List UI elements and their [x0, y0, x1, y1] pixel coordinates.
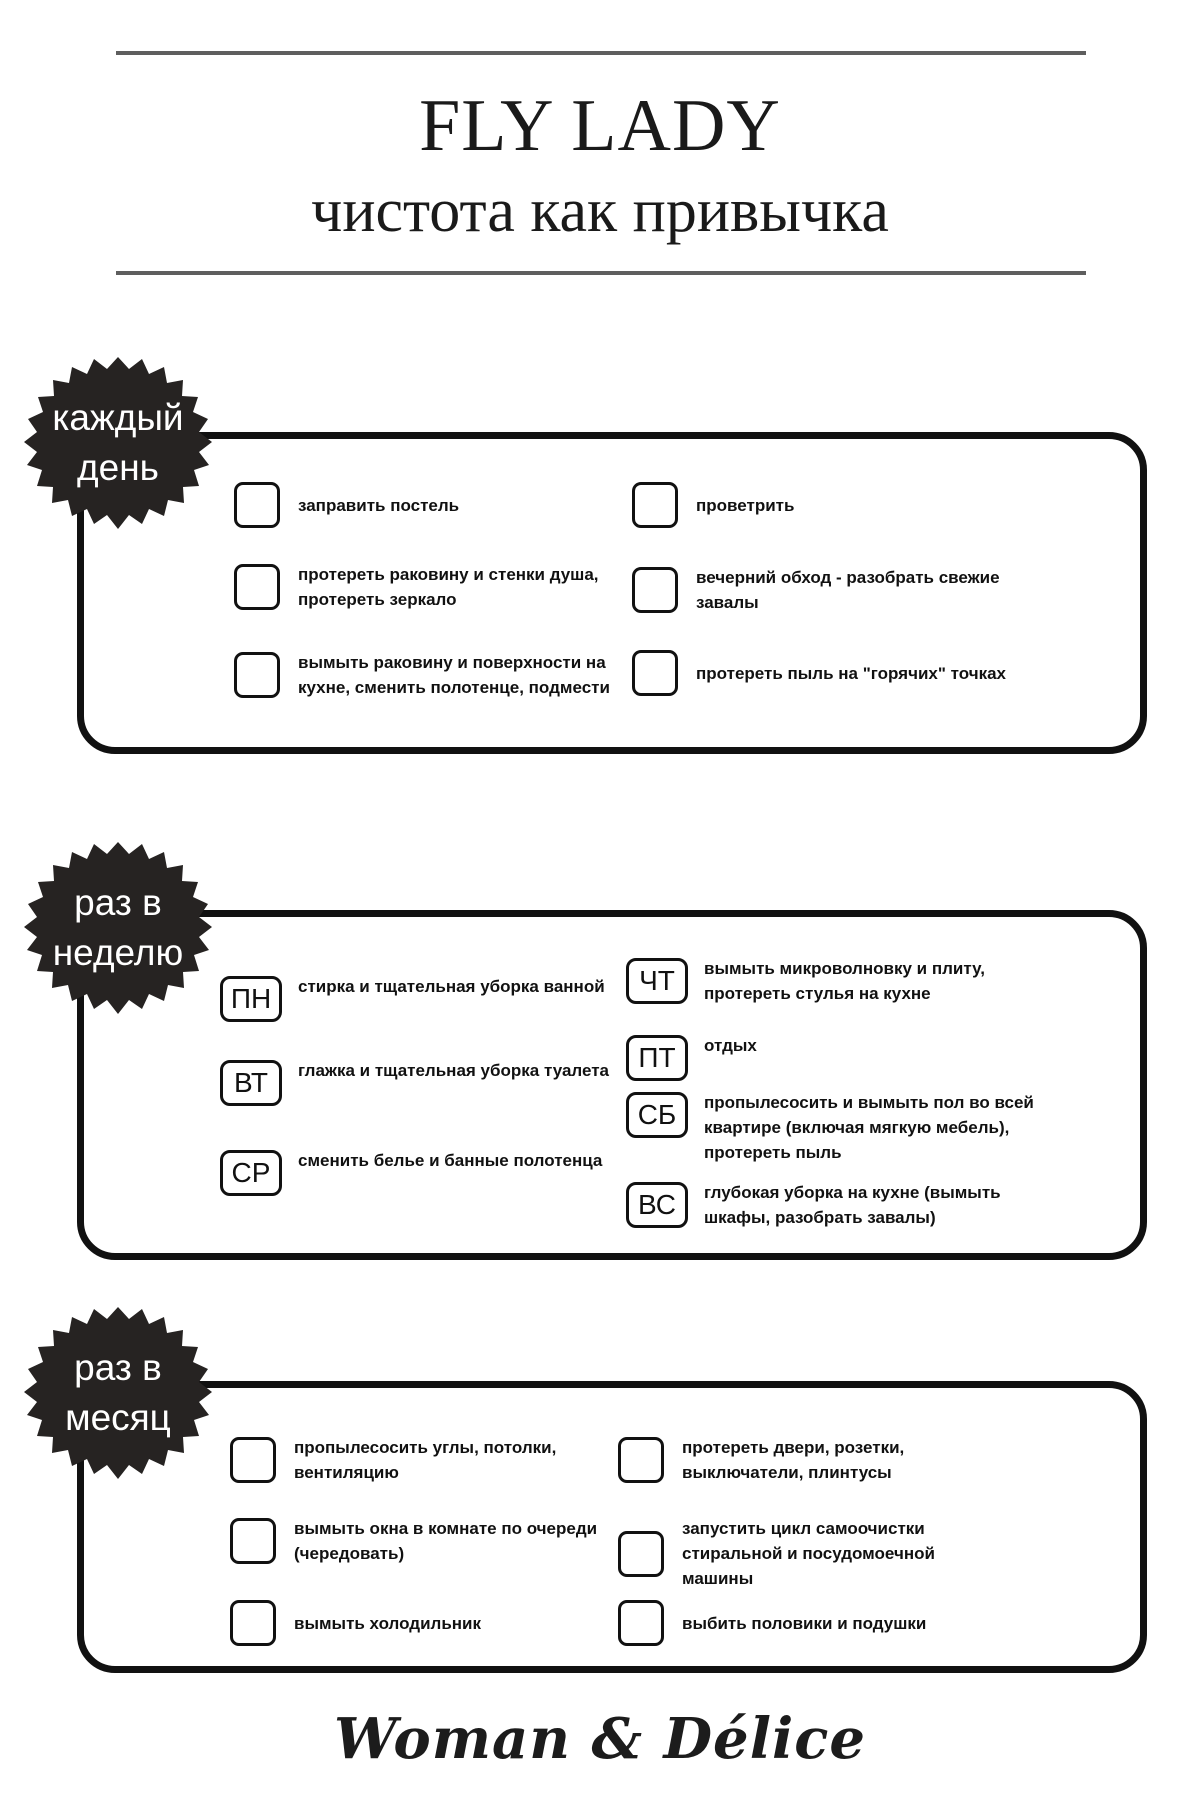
monthly-task-6[interactable]: [618, 1600, 1002, 1646]
daily-task-1[interactable]: [234, 482, 618, 528]
monthly-task-3-checkbox[interactable]: [230, 1600, 276, 1646]
daily-task-4-text: проветрить: [696, 495, 795, 515]
weekly-day-mon: [220, 976, 628, 1022]
weekly-day-sun-task: глубокая уборка на кухне (вымыть шкафы, разобрать завалы): [704, 1183, 1001, 1227]
monthly-task-5-checkbox[interactable]: [618, 1531, 664, 1577]
weekly-day-wed-task: сменить белье и банные полотенца: [298, 1151, 603, 1170]
weekly-badge-text: [8, 818, 228, 1038]
daily-task-1-checkbox[interactable]: [234, 482, 280, 528]
daily-task-2-text: протереть раковину и стенки душа, протереть зеркало: [298, 565, 599, 609]
monthly-task-5-text: запустить цикл самоочистки стиральной и посудомоечной машины: [682, 1519, 935, 1588]
weekly-day-sat-code: СБ: [626, 1092, 688, 1138]
weekly-day-sun-code: ВС: [626, 1182, 688, 1228]
daily-task-5[interactable]: [632, 565, 1016, 615]
page-subtitle: чистота как привычка: [311, 177, 889, 245]
monthly-task-4-checkbox[interactable]: [618, 1437, 664, 1483]
weekly-day-thu-task: вымыть микроволновку и плиту, протереть стулья на кухне: [704, 959, 985, 1003]
daily-task-1-text: заправить постель: [298, 495, 460, 515]
daily-task-6-checkbox[interactable]: [632, 650, 678, 696]
daily-badge-text: [8, 333, 228, 553]
daily-task-5-checkbox[interactable]: [632, 567, 678, 613]
daily-task-2-checkbox[interactable]: [234, 564, 280, 610]
monthly-task-4-text: протереть двери, розетки, выключатели, плинтусы: [682, 1438, 905, 1482]
monthly-task-2-text: вымыть окна в комнате по очереди (чередовать): [294, 1519, 598, 1563]
daily-task-5-text: вечерний обход - разобрать свежие завалы: [696, 568, 1000, 612]
monthly-task-1-text: пропылесосить углы, потолки, вентиляцию: [294, 1438, 557, 1482]
weekly-day-fri-code: ПТ: [626, 1035, 688, 1081]
daily-task-3-text: вымыть раковину и поверхности на кухне, сменить полотенце, подмести: [298, 653, 610, 697]
weekly-badge: [8, 818, 228, 1038]
daily-task-3-checkbox[interactable]: [234, 652, 280, 698]
weekly-day-wed-code: СР: [220, 1150, 282, 1196]
weekly-day-mon-task: стирка и тщательная уборка ванной: [298, 977, 605, 996]
weekly-day-thu-code: ЧТ: [626, 958, 688, 1004]
daily-badge-line-2: день: [77, 447, 159, 488]
weekly-day-fri: [626, 1035, 1034, 1081]
weekly-day-fri-task: отдых: [704, 1036, 757, 1055]
weekly-day-thu: [626, 958, 1034, 1006]
monthly-task-6-text: выбить половики и подушки: [682, 1613, 927, 1633]
daily-task-4-checkbox[interactable]: [632, 482, 678, 528]
monthly-task-2-checkbox[interactable]: [230, 1518, 276, 1564]
monthly-task-6-checkbox[interactable]: [618, 1600, 664, 1646]
monthly-badge-text: [8, 1283, 228, 1503]
monthly-badge-line-1: раз в: [74, 1347, 162, 1388]
weekly-day-tue: [220, 1060, 628, 1106]
weekly-day-sat: [626, 1092, 1034, 1165]
weekly-day-wed: [220, 1150, 628, 1196]
daily-task-4[interactable]: [632, 482, 1016, 528]
daily-task-2[interactable]: [234, 562, 618, 612]
daily-task-6-text: протереть пыль на "горячих" точках: [696, 663, 1007, 683]
monthly-task-1[interactable]: [230, 1435, 614, 1485]
brand-logo: Woman & Délice: [334, 1706, 866, 1772]
weekly-day-sat-task: пропылесосить и вымыть пол во всей квартире (включая мягкую мебель), протереть пыль: [704, 1093, 1034, 1162]
daily-badge-line-1: каждый: [52, 397, 184, 438]
monthly-badge-line-2: месяц: [65, 1397, 171, 1438]
bottom-rule: [116, 271, 1086, 275]
daily-task-3[interactable]: [234, 650, 618, 700]
weekly-day-sun: [626, 1182, 1034, 1230]
monthly-task-4[interactable]: [618, 1435, 1002, 1485]
page-title: FLY LADY: [419, 85, 781, 167]
daily-badge: [8, 333, 228, 553]
weekly-badge-line-1: раз в: [74, 882, 162, 923]
monthly-badge: [8, 1283, 228, 1503]
weekly-day-mon-code: ПН: [220, 976, 282, 1022]
monthly-task-3-text: вымыть холодильник: [294, 1613, 482, 1633]
monthly-task-5[interactable]: [618, 1516, 1002, 1591]
weekly-badge-line-2: неделю: [52, 932, 184, 973]
weekly-day-tue-task: глажка и тщательная уборка туалета: [298, 1061, 609, 1080]
daily-task-6[interactable]: [632, 650, 1016, 696]
top-rule: [116, 51, 1086, 55]
weekly-day-tue-code: ВТ: [220, 1060, 282, 1106]
monthly-task-2[interactable]: [230, 1516, 614, 1566]
monthly-task-1-checkbox[interactable]: [230, 1437, 276, 1483]
monthly-task-3[interactable]: [230, 1600, 614, 1646]
